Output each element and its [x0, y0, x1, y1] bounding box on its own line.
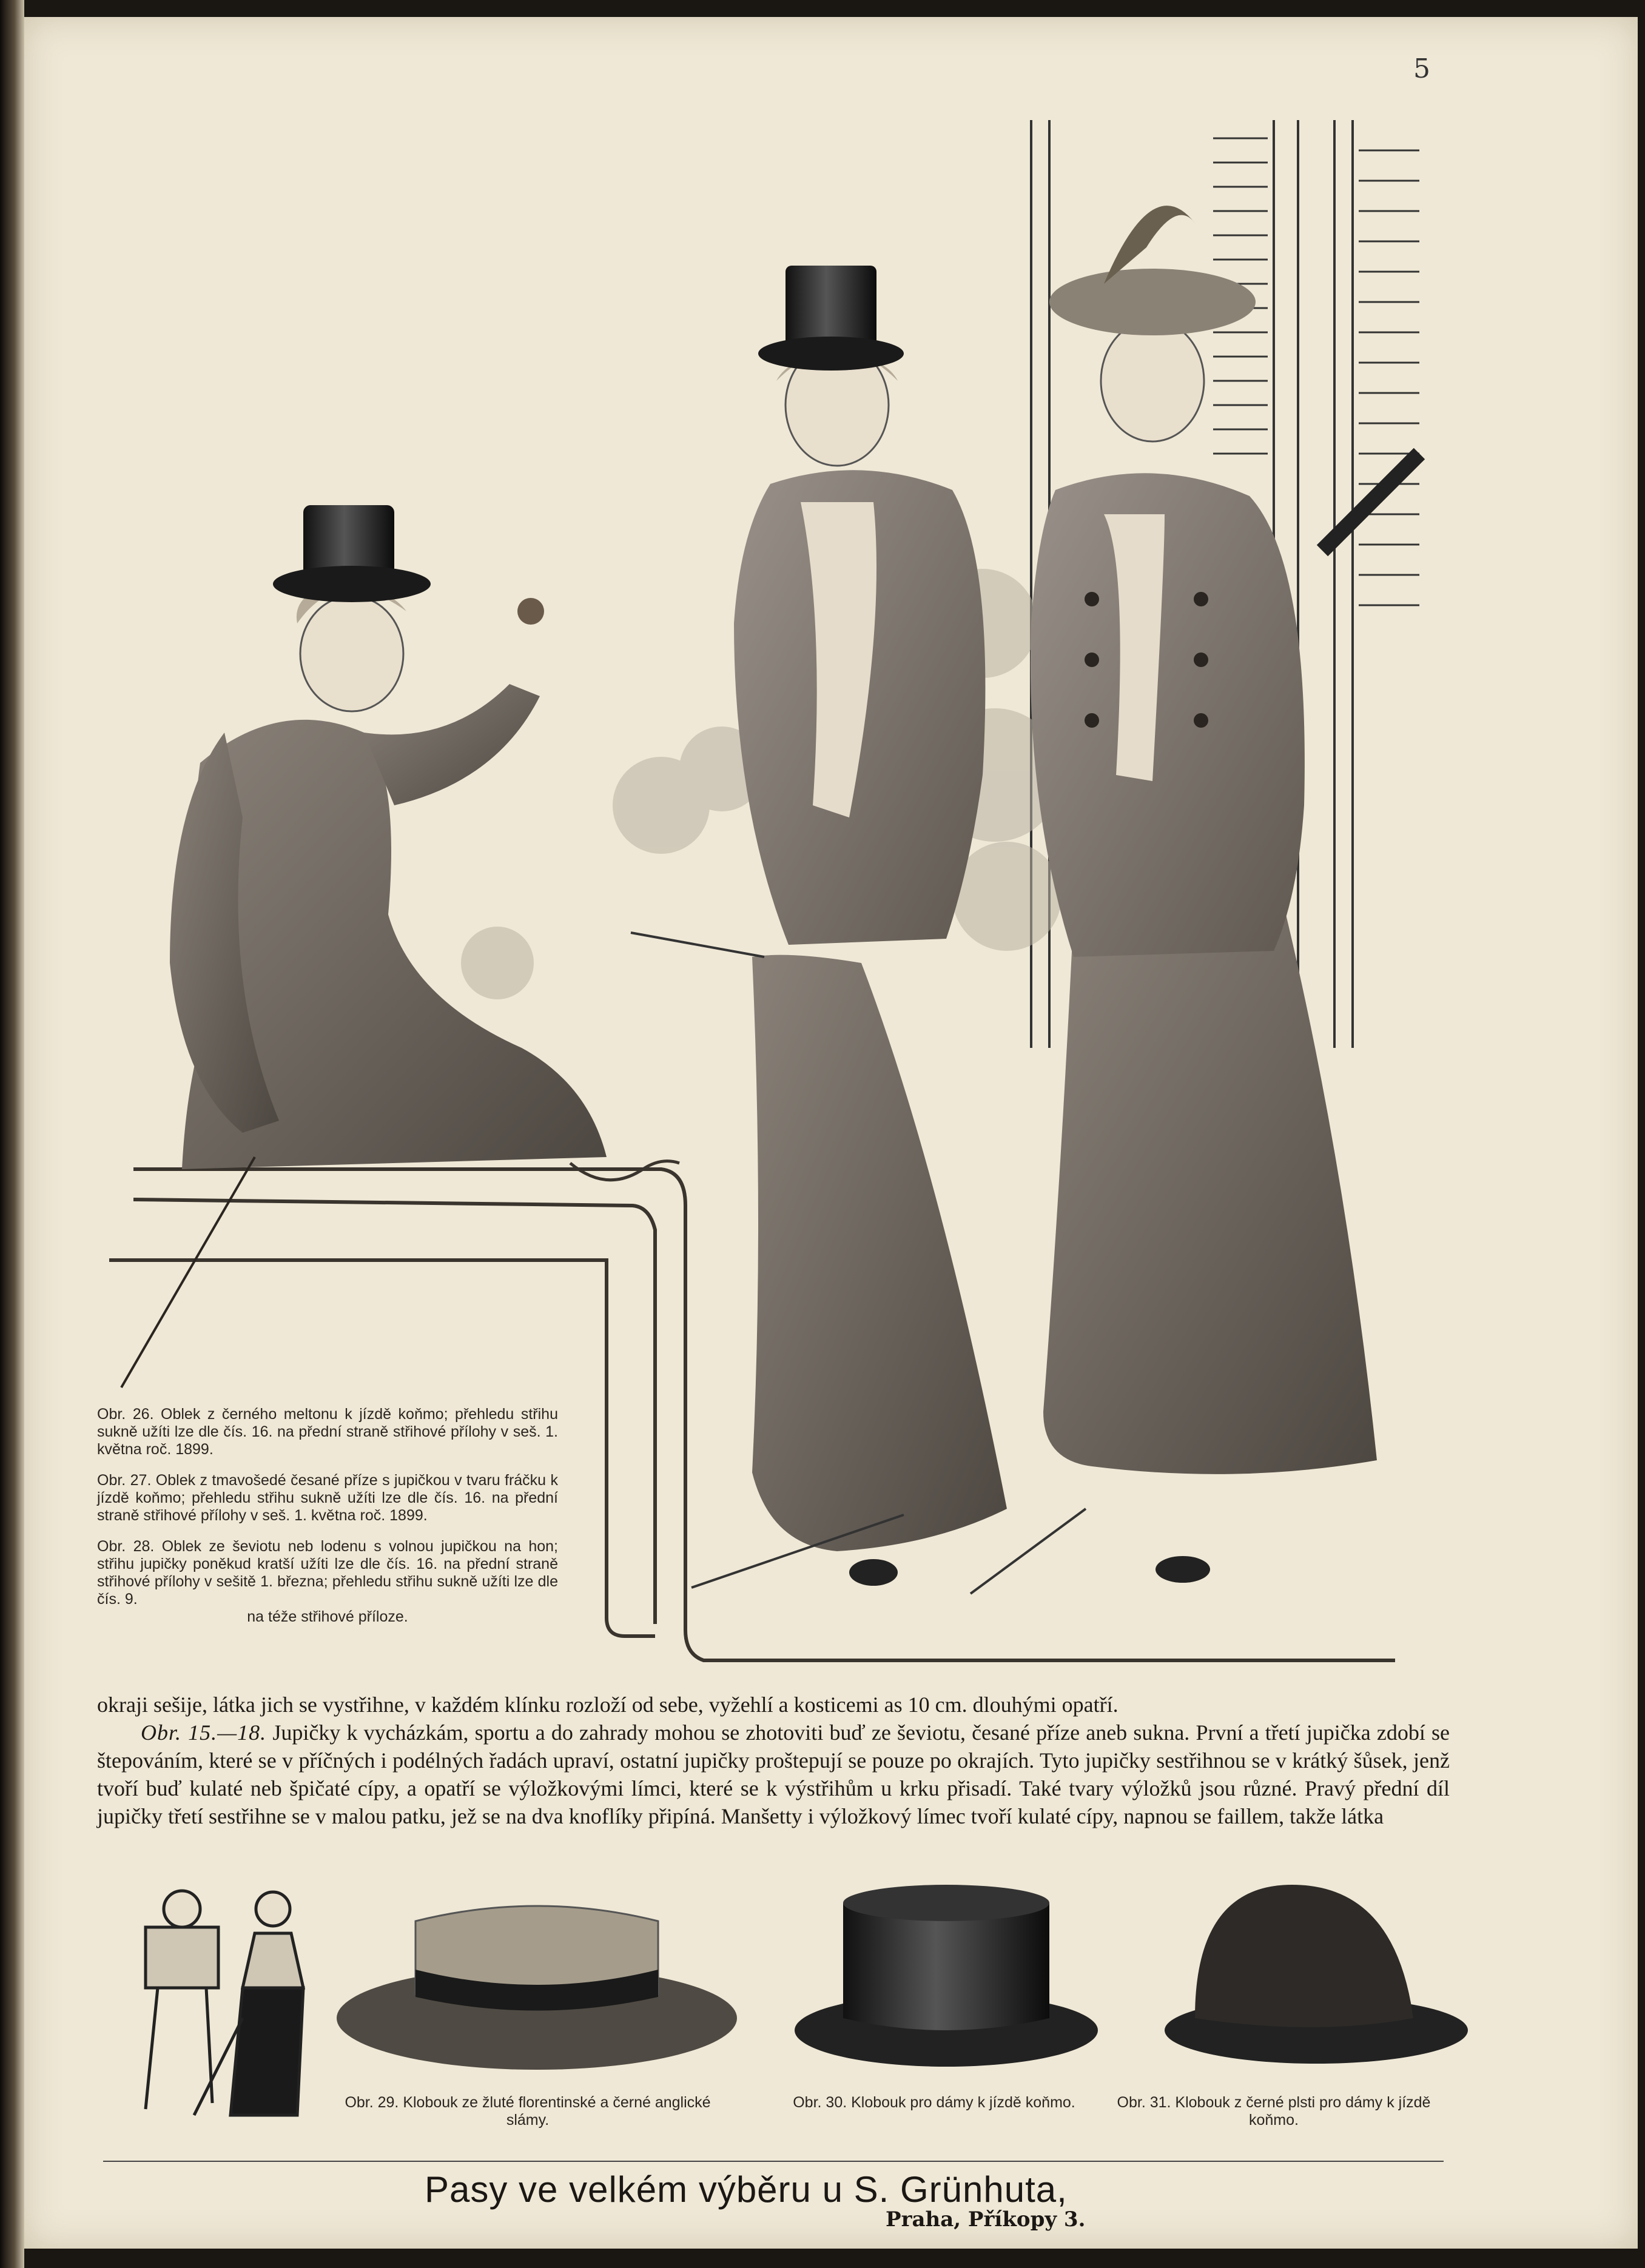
- caption-obr27: Obr. 27. Oblek z tmavošedé česané příze s jupičkou v tvaru fráčku k jízdě koňmo; přehledu střihu sukně užíti lze dle čís. 16. na přední straně střihové přílohy v seš. 1. května roč. 1899.: [97, 1472, 558, 1524]
- caption-obr26: Obr. 26. Oblek z černého meltonu k jízdě koňmo; přehledu střihu sukně užíti lze dle čís. 16. na přední straně střihové přílohy v seš. 1. května roč. 1899.: [97, 1406, 558, 1458]
- caption-obr28: Obr. 28. Oblek ze ševiotu neb lodenu s volnou jupičkou na hon; střihu jupičky poněkud kratší užíti lze dle čís. 16. na přední straně střihové přílohy v sešitě 1. března; přehledu střihu sukně užíti lze dle čís. 9.: [97, 1538, 558, 1608]
- magazine-page: [24, 17, 1638, 2249]
- page-number: 5: [1413, 53, 1430, 84]
- book-spine-edge: [0, 0, 24, 2268]
- caption-obr30: Obr. 30. Klobouk pro dámy k jízdě koňmo.: [793, 2094, 1075, 2111]
- advert-title: Pasy ve velkém výběru u S. Grünhuta,: [425, 2169, 1068, 2210]
- straw-hat-obr29: [337, 1906, 737, 2070]
- body-paragraph-2-text: Jupičky k vycházkám, sportu a do zahrady mohou se zhotoviti buď ze ševiotu, česané příze aneb sukna. První a třetí jupička zdobí se štepováním, které se v příčných i podélných řadách upraví, ostatní jupičky proštepují se pouze po okrajích. Tyto jupičky sestřihnou se v krátký šůsek, jenž tvoří buď kulaté neb špičaté cípy, a opatří se výložkovými límci, které se k výstřihům u krku přisadí. Také tvary výložků jsou různé. Pravý přední díl jupičky třetí sestřihne se v malou patku, jež se na dva knoflíky připíná. Manšetty i výložkový límec tvoří kulaté cípy, napnou se faillem, takže látka: [97, 1720, 1450, 1828]
- obr-reference-label: Obr. 15.—18.: [141, 1720, 267, 1745]
- bowler-hat-obr31: [1165, 1885, 1468, 2064]
- caption-obr28-end: na téže střihové příloze.: [247, 1608, 408, 1625]
- caption-obr29: Obr. 29. Klobouk ze žluté florentinské a černé anglické slámy.: [345, 2094, 711, 2129]
- caption-obr31: Obr. 31. Klobouk z černé plsti pro dámy k jízdě koňmo.: [1117, 2094, 1431, 2129]
- fashion-plate-illustration: [24, 17, 1638, 2249]
- golf-couple-illustration: [146, 1891, 303, 2115]
- body-paragraph-1: okraji sešije, látka jich se vystřihne, v každém klínku rozloží od sebe, vyžehlí a kosticemi as 10 cm. dlouhými opatří.: [97, 1693, 1119, 1717]
- seated-rider-figure: [121, 505, 607, 1387]
- body-paragraph-2: [97, 1719, 1450, 1830]
- footer-divider: [103, 2161, 1444, 2162]
- standing-woman-right: [1031, 206, 1419, 1583]
- article-body: [97, 1691, 1450, 1830]
- top-hat-obr30: [795, 1885, 1098, 2067]
- plate-captions: [97, 1406, 558, 1626]
- advert-address: Praha, Příkopy 3.: [886, 2207, 1086, 2232]
